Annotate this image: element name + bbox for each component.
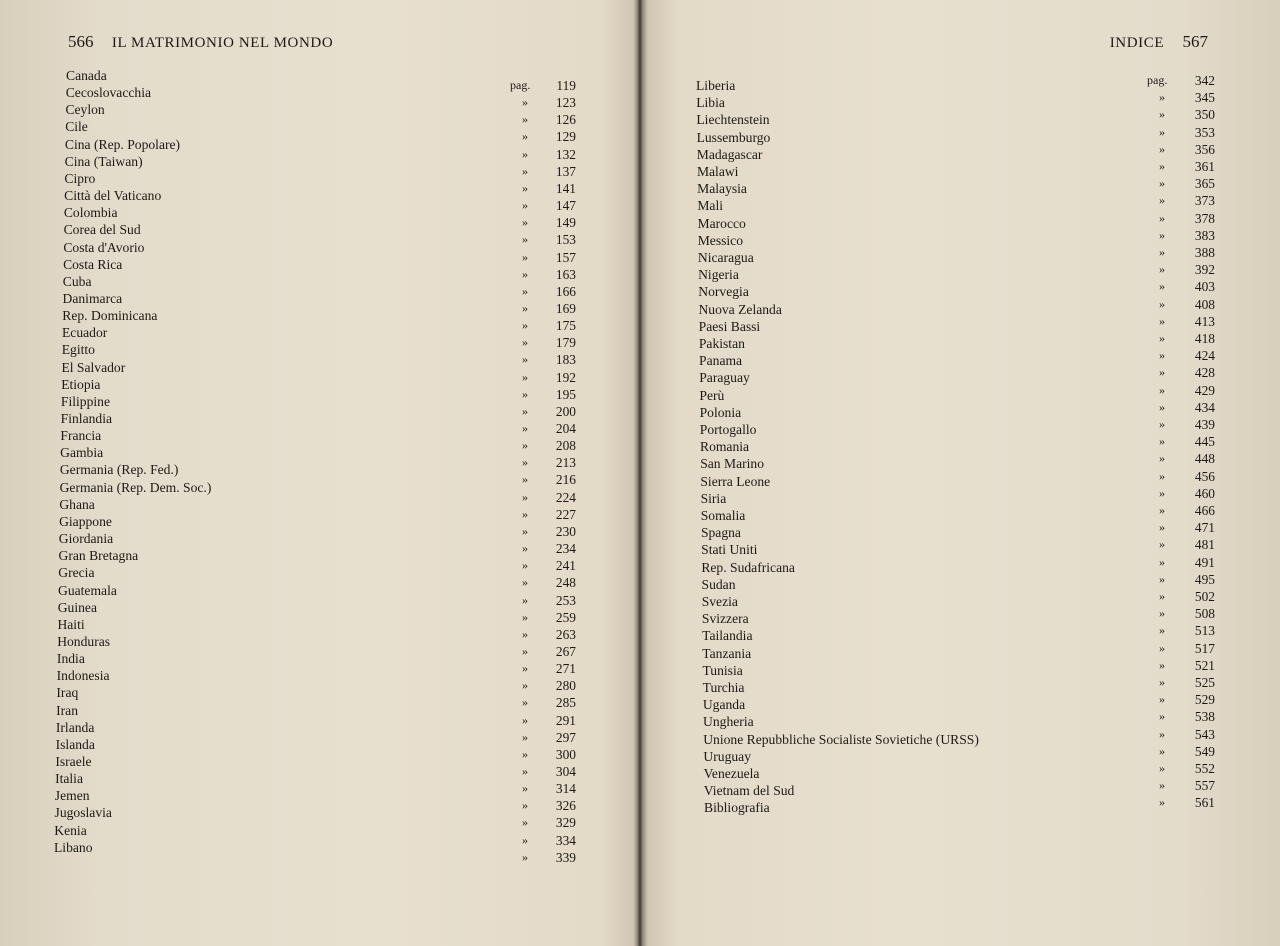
entry-name: Lussemburgo (696, 129, 771, 145)
entry-name: Svezia (701, 594, 738, 609)
entry-name: Indonesia (56, 668, 110, 684)
left-running-header (68, 32, 333, 52)
entry-page-number: 149 (555, 215, 576, 231)
entry-page-number: 213 (555, 455, 576, 471)
entry-name: Turchia (702, 680, 745, 695)
page-number: 566 (68, 32, 94, 51)
ditto-mark: » (1159, 245, 1165, 259)
entry-name: Somalia (700, 508, 746, 523)
entry-page-number: 495 (1194, 571, 1215, 587)
ditto-mark: » (1159, 210, 1165, 225)
entry-name: Malaysia (697, 181, 747, 197)
entry-name: Città del Vaticano (64, 188, 162, 204)
ditto-mark: » (1159, 468, 1165, 483)
ditto-mark: » (1159, 296, 1165, 311)
entry-name: Corea del Sud (63, 222, 141, 238)
ditto-mark: » (1159, 331, 1165, 345)
entry-name: Stati Uniti (701, 542, 758, 558)
pag-label: pag. (510, 78, 531, 92)
entry-page-number: 502 (1194, 589, 1215, 604)
entry-name: Malawi (696, 164, 739, 179)
entry-page-number: 267 (555, 643, 576, 659)
ditto-mark: » (522, 403, 528, 418)
entry-name: Messico (697, 232, 744, 248)
entry-page-number: 460 (1194, 485, 1215, 501)
ditto-mark: » (1159, 434, 1165, 449)
ditto-mark: » (1159, 399, 1165, 414)
entry-name: Siria (700, 490, 727, 506)
ditto-mark: » (522, 300, 528, 315)
ditto-mark: » (522, 112, 528, 127)
entry-page-number: 224 (555, 489, 576, 505)
entry-name: Germania (Rep. Dem. Soc.) (59, 479, 212, 495)
entry-page-number: 543 (1194, 726, 1215, 742)
running-title: INDICE (1109, 35, 1165, 51)
entry-name: Panama (699, 353, 743, 369)
page-number: 567 (1182, 32, 1208, 51)
entry-name: Ghana (59, 496, 95, 512)
entry-page-number: 329 (555, 815, 576, 831)
ditto-mark: » (522, 95, 528, 110)
ditto-mark: » (522, 609, 528, 624)
entry-page-number: 285 (555, 695, 576, 711)
entry-name: Norvegia (698, 284, 749, 300)
entry-page-number: 448 (1194, 451, 1215, 467)
entry-page-number: 456 (1194, 468, 1215, 484)
ditto-mark: » (522, 695, 528, 710)
entry-page-number: 119 (556, 78, 576, 93)
entry-name: Paraguay (699, 370, 750, 386)
entry-page-number: 132 (555, 146, 576, 162)
entry-name: Cipro (64, 170, 96, 186)
entry-name: Guatemala (58, 582, 117, 598)
ditto-mark: » (1159, 159, 1165, 173)
ditto-mark: » (522, 489, 528, 504)
entry-page-number: 361 (1194, 159, 1215, 174)
ditto-mark: » (522, 523, 528, 538)
entry-page-number: 513 (1194, 623, 1215, 639)
ditto-mark: » (522, 678, 528, 693)
ditto-mark: » (1159, 606, 1165, 621)
entry-name: Libia (696, 95, 725, 111)
ditto-mark: » (522, 506, 528, 521)
ditto-mark: » (522, 421, 528, 435)
entry-name: Danimarca (62, 290, 123, 306)
ditto-mark: » (1159, 795, 1165, 810)
entry-name: Vietnam del Sud (703, 783, 795, 799)
entry-name: Mali (697, 198, 724, 214)
entry-page-number: 271 (555, 661, 576, 677)
right-running-header (1110, 32, 1208, 52)
ditto-mark: » (1159, 623, 1165, 638)
entry-page-number: 123 (555, 95, 576, 111)
entry-name: Italia (55, 771, 83, 787)
entry-page-number: 230 (555, 523, 576, 539)
entry-name: Perù (699, 387, 725, 403)
entry-name: Ungheria (703, 714, 754, 730)
entry-page-number: 365 (1194, 176, 1215, 192)
entry-page-number: 561 (1194, 795, 1215, 811)
entry-page-number: 466 (1194, 503, 1215, 518)
entry-name: Unione Repubbliche Socialiste Sovietiche (URSS) (703, 731, 979, 747)
entry-name: Colombia (63, 205, 118, 221)
entry-page-number: 263 (555, 626, 576, 642)
entry-name: Grecia (58, 565, 95, 581)
entry-page-number: 175 (555, 318, 576, 334)
entry-page-number: 517 (1194, 640, 1215, 656)
entry-name: Iraq (56, 685, 79, 701)
left-page (0, 0, 630, 946)
entry-name: Germania (Rep. Fed.) (59, 462, 179, 478)
entry-page-number: 147 (555, 198, 576, 214)
entry-name: San Marino (700, 456, 764, 472)
entry-name: Guinea (57, 599, 97, 615)
entry-page-number: 153 (555, 232, 576, 248)
entry-page-number: 141 (555, 180, 576, 196)
entry-page-number: 525 (1194, 675, 1215, 690)
ditto-mark: » (522, 849, 528, 864)
entry-page-number: 350 (1194, 107, 1215, 123)
ditto-mark: » (1159, 589, 1165, 603)
entry-page-number: 342 (1194, 73, 1215, 88)
entry-name: Polonia (699, 404, 742, 420)
entry-name: Francia (60, 428, 102, 444)
ditto-mark: » (1159, 726, 1165, 741)
entry-page-number: 334 (555, 832, 576, 848)
ditto-mark: » (1159, 227, 1165, 242)
ditto-mark: » (1159, 348, 1165, 363)
entry-page-number: 326 (555, 798, 576, 814)
ditto-mark: » (1159, 640, 1165, 655)
entry-name: Romania (700, 439, 750, 455)
entry-name: Finlandia (60, 411, 113, 426)
ditto-mark: » (522, 283, 528, 298)
entry-page-number: 557 (1194, 778, 1215, 794)
entry-page-number: 529 (1194, 692, 1215, 708)
entry-name: Cecoslovacchia (65, 85, 152, 101)
ditto-mark: » (522, 335, 528, 350)
entry-page-number: 208 (555, 438, 576, 454)
entry-name: Jugoslavia (54, 805, 112, 821)
ditto-mark: » (522, 764, 528, 778)
entry-page-number: 166 (555, 283, 576, 299)
entry-name: Giordania (58, 531, 114, 547)
ditto-mark: » (1159, 107, 1165, 122)
ditto-mark: » (522, 386, 528, 401)
entry-page-number: 314 (555, 781, 576, 797)
entry-page-number: 126 (555, 112, 576, 128)
ditto-mark: » (1159, 279, 1165, 294)
ditto-mark: » (522, 318, 528, 333)
entry-page-number: 204 (555, 421, 576, 436)
ditto-mark: » (1159, 692, 1165, 707)
entry-page-number: 179 (555, 335, 576, 351)
ditto-mark: » (522, 558, 528, 573)
entry-page-number: 169 (555, 300, 576, 316)
ditto-mark: » (1159, 124, 1165, 139)
entry-page-number: 300 (555, 746, 576, 762)
entry-name: Honduras (57, 633, 111, 649)
entry-name: Jemen (54, 788, 90, 804)
entry-name: Cuba (62, 273, 92, 289)
entry-page-number: 549 (1194, 743, 1215, 759)
ditto-mark: » (522, 661, 528, 676)
ditto-mark: » (522, 369, 528, 384)
entry-name: Portogallo (699, 422, 757, 437)
entry-name: Madagascar (696, 146, 763, 162)
ditto-mark: » (1159, 709, 1165, 724)
entry-page-number: 291 (555, 712, 576, 728)
ditto-mark: » (1159, 90, 1165, 105)
ditto-mark: » (522, 438, 528, 453)
ditto-mark: » (1159, 313, 1165, 328)
pag-label: pag. (1147, 73, 1168, 87)
entry-name: Tunisia (702, 662, 743, 678)
entry-page-number: 345 (1194, 90, 1215, 106)
entry-page-number: 297 (555, 729, 576, 745)
entry-page-number: 413 (1194, 313, 1215, 329)
entry-page-number: 471 (1194, 520, 1215, 536)
ditto-mark: » (1159, 554, 1165, 569)
entry-name: Gran Bretagna (58, 548, 139, 564)
entry-page-number: 445 (1194, 434, 1215, 450)
entry-page-number: 424 (1194, 348, 1215, 364)
entry-page-number: 248 (555, 575, 576, 591)
ditto-mark: » (522, 215, 528, 230)
ditto-mark: » (522, 455, 528, 470)
ditto-mark: » (1159, 743, 1165, 758)
entry-page-number: 428 (1194, 365, 1215, 381)
entry-name: Tailandia (702, 628, 753, 644)
ditto-mark: » (1159, 485, 1165, 500)
ditto-mark: » (522, 266, 528, 281)
entry-page-number: 429 (1194, 382, 1215, 398)
entry-name: Bibliografia (704, 800, 770, 816)
entry-page-number: 227 (555, 506, 576, 522)
entry-page-number: 552 (1194, 761, 1215, 776)
ditto-mark: » (522, 180, 528, 195)
entry-name: Nicaragua (697, 250, 754, 265)
entry-page-number: 259 (555, 609, 576, 625)
entry-name: India (56, 651, 85, 667)
entry-page-number: 481 (1194, 537, 1215, 553)
ditto-mark: » (522, 541, 528, 556)
entry-name: Uruguay (703, 748, 751, 764)
entry-page-number: 216 (555, 472, 576, 488)
entry-name: Ceylon (65, 102, 105, 118)
entry-name: Ecuador (62, 325, 108, 341)
entry-page-number: 491 (1194, 554, 1215, 570)
right-page (640, 0, 1270, 946)
entry-name: Marocco (697, 215, 746, 231)
entry-page-number: 388 (1194, 245, 1215, 260)
ditto-mark: » (522, 592, 528, 607)
entry-name: Nuova Zelanda (698, 301, 782, 317)
entry-name: Liechtenstein (696, 112, 770, 128)
entry-name: Israele (55, 754, 92, 769)
ditto-mark: » (1159, 451, 1165, 466)
ditto-mark: » (522, 129, 528, 144)
entry-page-number: 339 (555, 849, 576, 865)
entry-name: Svizzera (701, 611, 749, 627)
entry-page-number: 392 (1194, 262, 1215, 278)
entry-name: Iran (56, 702, 79, 718)
entry-page-number: 183 (555, 352, 576, 368)
ditto-mark: » (1159, 571, 1165, 586)
ditto-mark: » (522, 163, 528, 178)
entry-name: Costa Rica (63, 256, 123, 272)
ditto-mark: » (522, 198, 528, 213)
entry-name: Egitto (61, 342, 95, 358)
entry-name: Kenia (54, 822, 87, 838)
entry-name: Islanda (55, 736, 95, 752)
ditto-mark: » (522, 798, 528, 813)
entry-page-number: 378 (1194, 210, 1215, 226)
entry-name: Rep. Sudafricana (701, 559, 795, 575)
entry-name: Haiti (57, 616, 85, 632)
entry-name: Rep. Dominicana (62, 308, 158, 324)
ditto-mark: » (522, 232, 528, 247)
ditto-mark: » (1159, 503, 1165, 517)
ditto-mark: » (522, 815, 528, 830)
entry-name: Paesi Bassi (698, 318, 761, 334)
entry-page-number: 434 (1194, 399, 1215, 415)
entry-page-number: 353 (1194, 124, 1215, 140)
entry-name: Tanzania (702, 645, 752, 661)
entry-name: El Salvador (61, 359, 126, 375)
entry-name: Etiopia (61, 376, 101, 392)
entry-page-number: 508 (1194, 606, 1215, 622)
ditto-mark: » (1159, 675, 1165, 689)
entry-page-number: 195 (555, 386, 576, 402)
ditto-mark: » (522, 575, 528, 590)
entry-name: Pakistan (698, 336, 745, 351)
ditto-mark: » (1159, 537, 1165, 552)
entry-page-number: 241 (555, 558, 576, 574)
entry-page-number: 418 (1194, 331, 1215, 346)
ditto-mark: » (522, 832, 528, 847)
ditto-mark: » (1159, 141, 1165, 156)
entry-name: Irlanda (55, 719, 95, 735)
entry-name: Sierra Leone (700, 473, 771, 489)
entry-page-number: 408 (1194, 296, 1215, 312)
entry-name: Giappone (59, 513, 112, 529)
entry-page-number: 373 (1194, 193, 1215, 209)
entry-name: Sudan (701, 576, 736, 592)
entry-name: Uganda (702, 697, 746, 713)
ditto-mark: » (522, 472, 528, 487)
entry-page-number: 403 (1194, 279, 1215, 295)
entry-name: Filippine (60, 393, 111, 409)
ditto-mark: » (1159, 382, 1165, 397)
ditto-mark: » (1159, 365, 1165, 380)
entry-name: Cina (Rep. Popolare) (64, 136, 181, 152)
running-title: IL MATRIMONIO NEL MONDO (111, 35, 334, 51)
entry-name: Costa d'Avorio (63, 239, 145, 255)
entry-page-number: 538 (1194, 709, 1215, 725)
ditto-mark: » (1159, 417, 1165, 431)
entry-page-number: 356 (1194, 141, 1215, 157)
entry-page-number: 439 (1194, 417, 1215, 432)
entry-page-number: 192 (555, 369, 576, 385)
ditto-mark: » (1159, 761, 1165, 775)
entry-name: Canada (66, 68, 107, 83)
entry-page-number: 383 (1194, 227, 1215, 243)
entry-name: Libano (54, 839, 93, 855)
ditto-mark: » (522, 146, 528, 161)
entry-name: Nigeria (698, 267, 739, 283)
ditto-mark: » (522, 626, 528, 641)
ditto-mark: » (522, 643, 528, 658)
entry-name: Spagna (700, 525, 741, 541)
ditto-mark: » (522, 249, 528, 264)
entry-page-number: 200 (555, 403, 576, 419)
ditto-mark: » (522, 712, 528, 727)
entry-page-number: 280 (555, 678, 576, 694)
ditto-mark: » (1159, 657, 1165, 672)
ditto-mark: » (522, 729, 528, 744)
ditto-mark: » (1159, 262, 1165, 277)
entry-page-number: 304 (555, 764, 576, 779)
entry-name: Gambia (60, 445, 104, 461)
entry-page-number: 163 (555, 266, 576, 282)
entry-name: Venezuela (703, 766, 760, 781)
ditto-mark: » (1159, 520, 1165, 535)
entry-page-number: 253 (555, 592, 576, 608)
ditto-mark: » (522, 352, 528, 367)
entry-page-number: 521 (1194, 657, 1215, 673)
ditto-mark: » (1159, 176, 1165, 191)
entry-page-number: 137 (555, 163, 576, 179)
ditto-mark: » (522, 781, 528, 796)
entry-name: Cile (65, 119, 88, 135)
ditto-mark: » (1159, 778, 1165, 793)
entry-name: Liberia (696, 78, 736, 93)
entry-page-number: 129 (555, 129, 576, 145)
ditto-mark: » (1159, 193, 1165, 208)
ditto-mark: » (522, 746, 528, 761)
entry-name: Cina (Taiwan) (64, 153, 143, 169)
entry-page-number: 157 (555, 249, 576, 265)
entry-page-number: 234 (555, 541, 576, 557)
